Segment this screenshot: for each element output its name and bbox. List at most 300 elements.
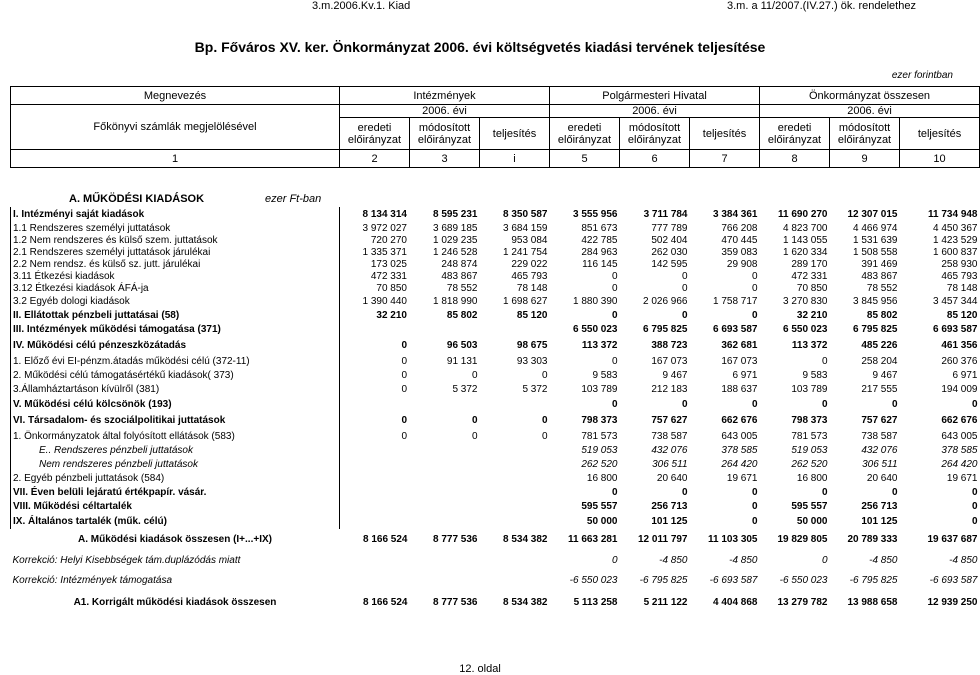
table-cell: 3 555 956 (573, 209, 618, 220)
table-row (11, 590, 980, 614)
column-number-row (11, 150, 980, 168)
table-cell: 29 908 (726, 258, 758, 270)
row-label: Korrekció: Intézmények támogatása (12, 574, 173, 586)
table-cell: 0 (751, 309, 758, 321)
row-label: A. Működési kiadások összesen (I+...+IX) (78, 534, 272, 545)
table-cell: 0 (681, 398, 688, 410)
table-cell: 485 226 (861, 339, 898, 351)
expenditure-table (10, 207, 980, 614)
column-number: 3 (410, 150, 480, 168)
row-label: 2.1 Rendszeres személyi juttatások járulékai (11, 246, 340, 258)
table-cell: 194 009 (941, 384, 978, 395)
table-cell: 0 (541, 369, 548, 381)
table-cell: 519 053 (581, 444, 618, 456)
table-cell: 262 520 (581, 458, 618, 470)
table-cell: 103 789 (581, 384, 618, 395)
table-cell: 643 005 (721, 430, 758, 442)
table-cell: 85 802 (446, 309, 478, 321)
table-cell: 1 390 440 (362, 295, 407, 307)
sub-modositott: módosított előirányzat (620, 118, 690, 150)
table-row (11, 336, 980, 354)
table-cell: 142 595 (651, 258, 688, 270)
table-cell: 1 818 990 (433, 295, 478, 307)
table-row (11, 270, 980, 282)
table-cell: 1 335 371 (362, 246, 407, 258)
table-cell: 256 713 (651, 500, 688, 512)
sub-eredeti: eredeti előirányzat (550, 118, 620, 150)
table-row (11, 246, 980, 258)
table-row (11, 570, 980, 590)
table-cell: 0 (401, 355, 407, 367)
table-cell: 19 637 687 (927, 534, 978, 545)
table-cell (410, 513, 480, 529)
table-cell: 0 (821, 486, 828, 498)
table-cell (480, 550, 550, 570)
table-cell: 502 404 (651, 234, 688, 246)
table-cell: 3 845 956 (853, 295, 898, 307)
table-cell: 3 684 159 (503, 222, 548, 234)
group-polgarmesteri: Polgármesteri Hivatal (550, 87, 760, 105)
table-cell: 262 030 (651, 246, 688, 258)
column-number: 5 (550, 150, 620, 168)
table-row (11, 550, 980, 570)
table-cell: 1 423 529 (933, 234, 978, 246)
table-cell: 16 800 (796, 472, 828, 484)
table-cell: -4 850 (869, 554, 898, 566)
table-cell: -6 550 023 (779, 574, 828, 586)
table-cell: 483 867 (441, 270, 478, 282)
table-row (11, 222, 980, 234)
table-cell: 32 210 (376, 309, 407, 321)
table-cell: 101 125 (651, 515, 688, 527)
table-cell: 12 939 250 (927, 596, 978, 608)
table-cell: 6 693 587 (933, 323, 978, 335)
table-cell: 0 (611, 309, 618, 321)
table-cell: 1 880 390 (573, 295, 618, 307)
table-cell: 781 573 (791, 430, 828, 442)
table-cell: 422 785 (581, 234, 618, 246)
table-cell: 70 850 (376, 282, 407, 294)
table-cell: 8 134 314 (362, 209, 407, 220)
table-row (11, 308, 980, 322)
table-cell (410, 443, 480, 457)
table-row (11, 411, 980, 429)
row-label: 3.12 Étkezési kiadások ÁFÁ-ja (11, 282, 340, 294)
table-cell: 0 (471, 414, 478, 426)
table-cell: 0 (681, 486, 688, 498)
table-row (11, 294, 980, 308)
table-cell: 953 084 (511, 234, 548, 246)
table-cell: 50 000 (586, 515, 618, 527)
table-cell: 8 777 536 (433, 534, 478, 545)
section-unit: ezer Ft-ban (265, 193, 322, 205)
unit-label: ezer forintban (891, 70, 953, 81)
table-cell: 6 550 023 (783, 323, 828, 335)
table-cell (340, 471, 410, 485)
table-cell: 6 795 825 (853, 323, 898, 335)
table-cell: 113 372 (791, 339, 828, 351)
column-number: 7 (690, 150, 760, 168)
table-cell: 9 467 (662, 369, 688, 381)
table-cell: -4 850 (659, 554, 688, 566)
column-number: 8 (760, 150, 830, 168)
table-cell: 1 508 558 (853, 246, 898, 258)
table-row (11, 529, 980, 550)
row-label: VIII. Működési céltartalék (11, 499, 340, 513)
table-cell: 432 076 (861, 444, 898, 456)
table-cell: 9 583 (592, 369, 618, 381)
table-cell: 11 690 270 (778, 209, 828, 220)
table-cell (340, 513, 410, 529)
table-cell: 9 467 (872, 369, 898, 381)
page-title: Bp. Főváros XV. ker. Önkormányzat 2006. évi költségvetés kiadási tervének teljesítése (194, 39, 766, 55)
table-cell: 212 183 (651, 384, 688, 395)
table-cell: 306 511 (862, 458, 898, 470)
table-cell: 738 587 (651, 430, 688, 442)
table-cell: 116 145 (582, 258, 618, 270)
table-cell: 217 555 (861, 384, 898, 395)
table-cell: 1 698 627 (503, 295, 548, 307)
table-cell: 465 793 (511, 270, 548, 282)
table-cell: 1 531 639 (853, 234, 898, 246)
table-cell: 19 671 (946, 472, 978, 484)
table-row (11, 457, 980, 471)
sub-modositott: módosított előirányzat (830, 118, 900, 150)
table-cell: 0 (611, 398, 618, 410)
table-cell (340, 570, 410, 590)
col-megnevezes: Megnevezés (11, 87, 340, 105)
table-cell: 0 (401, 339, 407, 351)
table-cell (410, 457, 480, 471)
table-cell: 5 211 122 (643, 596, 688, 608)
row-label: Korrekció: Helyi Kisebbségek tám.duplázódás miatt (12, 554, 241, 566)
table-cell: 3 711 784 (643, 209, 688, 220)
column-number: i (480, 150, 550, 168)
table-cell: 483 867 (861, 270, 898, 282)
table-cell: 0 (891, 486, 898, 498)
table-cell: 662 676 (721, 414, 758, 426)
table-cell: 1 246 528 (433, 246, 478, 258)
table-cell: -6 693 587 (709, 574, 758, 586)
table-row (11, 397, 980, 411)
row-label: 2. Egyéb pénzbeli juttatások (584) (11, 471, 340, 485)
table-cell (410, 550, 480, 570)
sub-eredeti: eredeti előirányzat (340, 118, 410, 150)
table-cell: 0 (611, 282, 618, 294)
table-cell: 264 420 (941, 458, 978, 470)
table-cell: 264 420 (721, 458, 758, 470)
table-cell: 85 120 (946, 309, 978, 321)
table-row (11, 368, 980, 382)
table-cell: 0 (971, 515, 978, 527)
group-onkormanyzat: Önkormányzat összesen (760, 87, 980, 105)
table-cell: 262 520 (791, 458, 828, 470)
table-cell: 0 (401, 369, 407, 381)
table-row (11, 429, 980, 443)
table-cell: 256 713 (861, 500, 898, 512)
table-cell: 362 681 (721, 339, 758, 351)
row-label: 1.2 Nem rendszeres és külső szem. juttatások (11, 234, 340, 246)
table-cell (340, 485, 410, 499)
table-cell: 0 (401, 384, 407, 395)
table-cell: 284 963 (581, 246, 618, 258)
table-cell: 20 789 333 (847, 534, 898, 545)
table-cell: 8 166 524 (363, 534, 408, 545)
table-cell: 103 789 (791, 384, 828, 395)
row-label: 1.1 Rendszeres személyi juttatások (11, 222, 340, 234)
row-label: 2.2 Nem rendsz. és külső sz. jutt. járulékai (11, 258, 340, 270)
table-cell: 12 307 015 (847, 209, 898, 220)
table-cell: 0 (821, 554, 828, 566)
table-cell: 289 170 (791, 258, 828, 270)
table-cell: 0 (401, 414, 407, 426)
column-number: 9 (830, 150, 900, 168)
page-number: 12. oldal (459, 663, 501, 675)
year-label: 2006. évi (340, 105, 550, 118)
table-cell (410, 499, 480, 513)
table-cell: 50 000 (796, 515, 828, 527)
table-cell: -6 795 825 (849, 574, 898, 586)
table-cell: 20 640 (866, 472, 898, 484)
table-cell: 96 503 (446, 339, 478, 351)
table-cell: 70 850 (796, 282, 828, 294)
table-cell: 472 331 (370, 270, 407, 282)
table-cell: 3 270 830 (783, 295, 828, 307)
table-cell: 388 723 (651, 339, 688, 351)
table-row (11, 443, 980, 457)
column-number: 10 (900, 150, 980, 168)
col-fokonyvi: Főkönyvi számlák megjelölésével (11, 105, 340, 150)
table-cell: 306 511 (652, 458, 688, 470)
table-cell: 11 734 948 (928, 209, 978, 220)
table-cell: 781 573 (581, 430, 618, 442)
table-row (11, 471, 980, 485)
table-cell: 3 972 027 (362, 222, 407, 234)
table-cell (480, 397, 550, 411)
table-cell: 0 (611, 270, 618, 282)
table-cell (480, 322, 550, 336)
row-label: 2. Működési célú támogatásértékű kiadások( 373) (11, 368, 340, 382)
table-cell: 1 143 055 (783, 234, 828, 246)
table-cell: 8 595 231 (433, 209, 478, 220)
table-cell: -6 550 023 (569, 574, 618, 586)
table-cell: 8 166 524 (363, 596, 408, 608)
table-cell: 5 372 (452, 384, 478, 395)
sub-modositott: módosított előirányzat (410, 118, 480, 150)
table-cell: 6 693 587 (713, 323, 758, 335)
table-cell: 2 026 966 (643, 295, 688, 307)
row-label: I. Intézményi saját kiadások (11, 207, 340, 222)
table-cell (480, 570, 550, 590)
table-cell: 798 373 (581, 414, 618, 426)
table-cell: 19 671 (726, 472, 758, 484)
table-cell: 78 552 (866, 282, 898, 294)
table-cell: 6 550 023 (573, 323, 618, 335)
table-cell: 6 971 (732, 369, 758, 381)
table-row (11, 354, 980, 368)
table-cell (410, 322, 480, 336)
sub-teljesites: teljesítés (480, 118, 550, 150)
table-cell: 78 552 (446, 282, 478, 294)
column-number: 6 (620, 150, 690, 168)
table-cell: 8 534 382 (503, 534, 548, 545)
sub-eredeti: eredeti előirányzat (760, 118, 830, 150)
table-cell: 1 029 235 (433, 234, 478, 246)
table-cell: 91 131 (446, 355, 478, 367)
table-cell: 465 793 (941, 270, 978, 282)
table-cell: 0 (611, 554, 618, 566)
table-cell: 378 585 (941, 444, 978, 456)
table-cell: 229 022 (511, 258, 548, 270)
table-cell: 78 148 (946, 282, 978, 294)
table-cell: 757 627 (861, 414, 898, 426)
table-cell: 248 874 (441, 258, 478, 270)
table-cell: 11 103 305 (708, 534, 758, 545)
row-label: VI. Társadalom- és szociálpolitikai juttatások (11, 411, 340, 429)
table-cell: -4 850 (949, 554, 978, 566)
table-cell: 757 627 (651, 414, 688, 426)
table-row (11, 282, 980, 294)
table-cell: 167 073 (651, 355, 688, 367)
table-cell: 4 450 367 (933, 222, 978, 234)
column-number: 2 (340, 150, 410, 168)
table-cell: 6 971 (952, 369, 978, 381)
table-cell: 0 (471, 430, 478, 442)
table-cell (480, 457, 550, 471)
table-cell: 595 557 (791, 500, 828, 512)
table-cell: -6 795 825 (639, 574, 688, 586)
table-cell: 472 331 (791, 270, 828, 282)
table-cell: 0 (471, 369, 478, 381)
table-cell: 595 557 (581, 500, 618, 512)
table-cell: 3 384 361 (713, 209, 758, 220)
table-cell: 32 210 (796, 309, 828, 321)
table-cell: 0 (541, 430, 548, 442)
table-cell (480, 471, 550, 485)
table-cell: 93 303 (516, 355, 548, 367)
table-cell: 4 404 868 (713, 596, 758, 608)
table-cell: 359 083 (721, 246, 758, 258)
table-cell: 8 777 536 (433, 596, 478, 608)
table-row (11, 485, 980, 499)
section-title: A. MŰKÖDÉSI KIADÁSOK (69, 193, 205, 205)
table-cell: 0 (681, 270, 688, 282)
table-cell (410, 485, 480, 499)
table-cell: 0 (751, 515, 758, 527)
table-cell (340, 322, 410, 336)
table-cell: 4 466 974 (853, 222, 898, 234)
table-cell: 738 587 (861, 430, 898, 442)
table-cell (480, 485, 550, 499)
table-cell (410, 397, 480, 411)
year-label: 2006. évi (760, 105, 980, 118)
table-cell: 8 534 382 (503, 596, 548, 608)
table-cell: 0 (751, 282, 758, 294)
table-cell: 9 583 (802, 369, 828, 381)
table-cell: 0 (821, 355, 828, 367)
table-cell: 5 113 258 (573, 596, 618, 608)
table-cell (410, 570, 480, 590)
table-cell: 85 802 (866, 309, 898, 321)
table-cell: 12 011 797 (638, 534, 688, 545)
table-cell: 0 (751, 270, 758, 282)
table-cell: 8 350 587 (503, 209, 548, 220)
table-cell (340, 499, 410, 513)
header-left: 3.m.2006.Kv.1. Kiad (312, 0, 411, 12)
table-row (11, 322, 980, 336)
table-row (11, 382, 980, 397)
row-label: III. Intézmények működési támogatása (371) (11, 322, 340, 336)
table-cell: 0 (751, 398, 758, 410)
table-cell: 16 800 (586, 472, 618, 484)
year-label: 2006. évi (550, 105, 760, 118)
table-row (11, 499, 980, 513)
table-cell: 0 (541, 414, 548, 426)
row-label: 1. Önkormányzatok által folyósított ellátások (583) (11, 429, 340, 443)
table-cell (480, 499, 550, 513)
table-cell: 432 076 (651, 444, 688, 456)
row-label: Nem rendszeres pénzbeli juttatások (11, 457, 340, 471)
row-label: 1. Előző évi EI-pénzm.átadás működési célú (372-11) (11, 354, 340, 368)
table-cell: 461 356 (941, 339, 978, 351)
sub-teljesites: teljesítés (690, 118, 760, 150)
table-row (11, 513, 980, 529)
table-cell: 798 373 (791, 414, 828, 426)
table-cell: 173 025 (370, 258, 407, 270)
table-cell: 378 585 (721, 444, 758, 456)
table-row (11, 207, 980, 222)
group-intezmenyek: Intézmények (340, 87, 550, 105)
table-cell: 0 (401, 430, 407, 442)
row-label: V. Működési célú kölcsönök (193) (11, 397, 340, 411)
sub-teljesites: teljesítés (900, 118, 980, 150)
row-label: IV. Működési célú pénzeszközátadás (11, 336, 340, 354)
row-label: VII. Éven belüli lejáratú értékpapír. vásár. (11, 485, 340, 499)
table-cell: 98 675 (516, 339, 548, 351)
table-cell: 1 600 837 (933, 246, 978, 258)
table-cell: 13 279 782 (777, 596, 828, 608)
table-cell: 519 053 (791, 444, 828, 456)
table-cell: 11 663 281 (568, 534, 618, 545)
row-label: IX. Általános tartalék (műk. célú) (11, 513, 340, 529)
table-cell: 258 204 (861, 355, 898, 367)
table-cell: 113 372 (581, 339, 618, 351)
table-cell: 851 673 (581, 222, 618, 234)
column-number: 1 (11, 150, 340, 168)
table-cell: 0 (971, 500, 978, 512)
table-cell: 1 241 754 (503, 246, 548, 258)
table-cell: 188 637 (721, 384, 758, 395)
table-cell: 0 (751, 500, 758, 512)
table-cell: 0 (971, 398, 978, 410)
table-cell: 662 676 (941, 414, 978, 426)
table-cell: 391 469 (861, 258, 898, 270)
header-right: 3.m. a 11/2007.(IV.27.) ök. rendelethez (727, 0, 916, 12)
row-label: 3.Államháztartáson kívülről (381) (11, 382, 340, 397)
table-row (11, 234, 980, 246)
table-cell: -4 850 (729, 554, 758, 566)
table-cell: 0 (681, 309, 688, 321)
table-cell: 0 (971, 486, 978, 498)
table-cell: 258 930 (941, 258, 978, 270)
table-cell: 766 208 (721, 222, 758, 234)
table-cell (410, 471, 480, 485)
table-cell: 5 372 (522, 384, 548, 395)
table-cell: 720 270 (370, 234, 407, 246)
row-label: E.. Rendszeres pénzbeli juttatások (11, 443, 340, 457)
table-cell: 167 073 (721, 355, 758, 367)
table-cell: 101 125 (861, 515, 898, 527)
